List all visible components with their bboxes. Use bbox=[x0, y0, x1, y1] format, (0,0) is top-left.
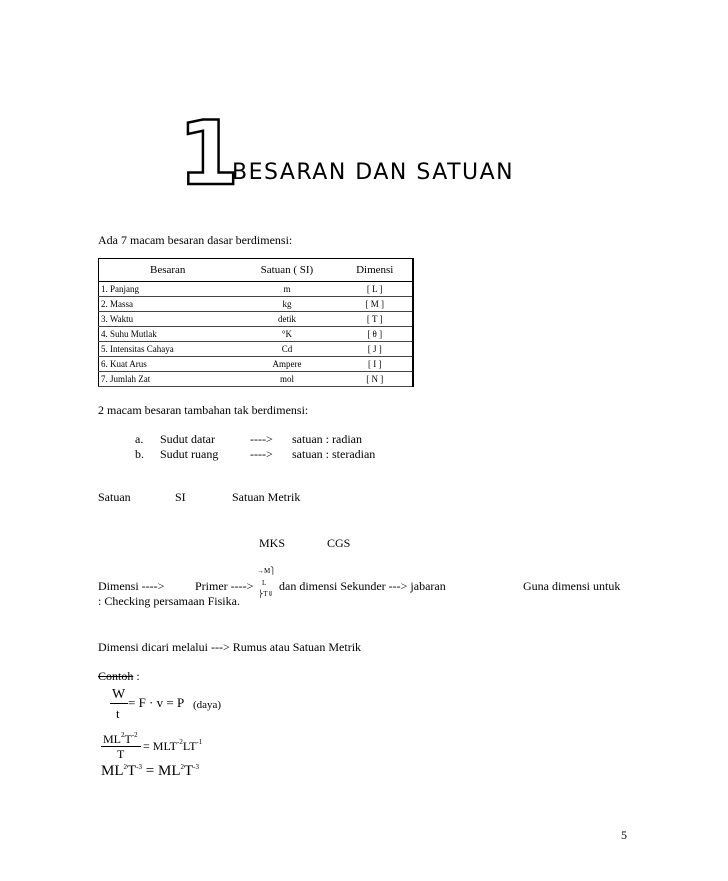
example-label-wrap bbox=[98, 669, 140, 684]
cell-dimensi: [ J ] bbox=[337, 342, 413, 357]
cell-dimensi: [ θ ] bbox=[337, 327, 413, 342]
dimension-text-2: Primer ----> bbox=[195, 579, 254, 593]
extra-item-arrow: ----> bbox=[250, 447, 273, 461]
extra-item-unit: satuan : steradian bbox=[292, 447, 376, 461]
f2-numerator: $ML^2T^{-2}$ bbox=[103, 731, 138, 746]
f1-denominator: t bbox=[116, 706, 120, 721]
si-label: SI bbox=[175, 490, 186, 504]
table-row bbox=[99, 342, 414, 357]
extra-item-arrow: ----> bbox=[250, 432, 273, 446]
cell-dimensi: [ N ] bbox=[337, 372, 413, 387]
extra-item-letter: a. bbox=[135, 432, 144, 446]
table-header-row bbox=[99, 259, 414, 282]
mks-label: MKS bbox=[259, 536, 286, 550]
header-besaran: Besaran bbox=[99, 259, 237, 282]
dimension-text-3: dan dimensi Sekunder ---> jabaran bbox=[279, 579, 446, 593]
chapter-number-graphic bbox=[178, 102, 240, 205]
extra-item-unit: satuan : radian bbox=[292, 432, 362, 446]
mlt-top: →M⎫ bbox=[257, 567, 276, 575]
cell-besaran: 3. Waktu bbox=[99, 312, 237, 327]
table-row bbox=[99, 312, 414, 327]
mlt-mid: L bbox=[262, 579, 267, 587]
cell-besaran: 2. Massa bbox=[99, 297, 237, 312]
f1-fraction-line bbox=[110, 703, 128, 704]
table-row bbox=[99, 372, 414, 387]
f3-equation: $ML^2T^{-3} = ML^2T^{-3}$ bbox=[101, 763, 199, 779]
extra-item-name: Sudut datar bbox=[160, 432, 215, 446]
dimension-text-4: Guna dimensi untuk bbox=[523, 579, 621, 593]
intro-text: Ada 7 macam besaran dasar berdimensi: bbox=[98, 233, 293, 247]
cell-satuan: °K bbox=[236, 327, 337, 342]
cell-satuan: mol bbox=[236, 372, 337, 387]
example-colon: : bbox=[133, 669, 140, 683]
extra-heading: 2 macam besaran tambahan tak berdimensi: bbox=[98, 403, 309, 417]
table-row bbox=[99, 327, 414, 342]
header-satuan: Satuan ( SI) bbox=[236, 259, 337, 282]
cell-dimensi: [ T ] bbox=[337, 312, 413, 327]
chapter-title: BESARAN DAN SATUAN bbox=[232, 160, 515, 185]
f1-note: (daya) bbox=[193, 699, 222, 711]
table-row bbox=[99, 282, 414, 297]
extra-item-name: Sudut ruang bbox=[160, 447, 219, 461]
cgs-label: CGS bbox=[327, 536, 351, 550]
cell-dimensi: [ L ] bbox=[337, 282, 413, 297]
cell-besaran: 4. Suhu Mutlak bbox=[99, 327, 237, 342]
cell-satuan: Ampere bbox=[236, 357, 337, 372]
chapter-number: 1 bbox=[178, 102, 240, 205]
f1-rest: = F · v = P bbox=[128, 695, 185, 710]
cell-satuan: m bbox=[236, 282, 337, 297]
page-number: 5 bbox=[621, 828, 627, 842]
mlt-bot: ⎬T⇓ bbox=[258, 590, 274, 598]
cell-besaran: 7. Jumlah Zat bbox=[99, 372, 237, 387]
units-label: Satuan bbox=[98, 490, 131, 504]
f1-numerator: W bbox=[112, 687, 126, 702]
cell-besaran: 6. Kuat Arus bbox=[99, 357, 237, 372]
header-dimensi: Dimensi bbox=[337, 259, 413, 282]
cell-satuan: detik bbox=[236, 312, 337, 327]
dimension-text-line2: : Checking persamaan Fisika. bbox=[98, 594, 240, 608]
cell-dimensi: [ I ] bbox=[337, 357, 413, 372]
cell-besaran: 1. Panjang bbox=[99, 282, 237, 297]
cell-satuan: kg bbox=[236, 297, 337, 312]
cell-satuan: Cd bbox=[236, 342, 337, 357]
cell-besaran: 5. Intensitas Cahaya bbox=[99, 342, 237, 357]
example-label: Contoh bbox=[98, 669, 134, 683]
metric-units-label: Satuan Metrik bbox=[232, 490, 301, 504]
dimension-text-1: Dimensi ----> bbox=[98, 579, 165, 593]
f2-rest: = $MLT^{-2}LT^{-1}$ bbox=[143, 738, 203, 753]
extra-item-letter: b. bbox=[135, 447, 144, 461]
table-row bbox=[99, 357, 414, 372]
table-row bbox=[99, 297, 414, 312]
search-line: Dimensi dicari melalui ---> Rumus atau Satuan Metrik bbox=[98, 640, 362, 654]
f2-denominator: T bbox=[117, 747, 125, 761]
base-quantities-table bbox=[98, 258, 414, 387]
cell-dimensi: [ M ] bbox=[337, 297, 413, 312]
